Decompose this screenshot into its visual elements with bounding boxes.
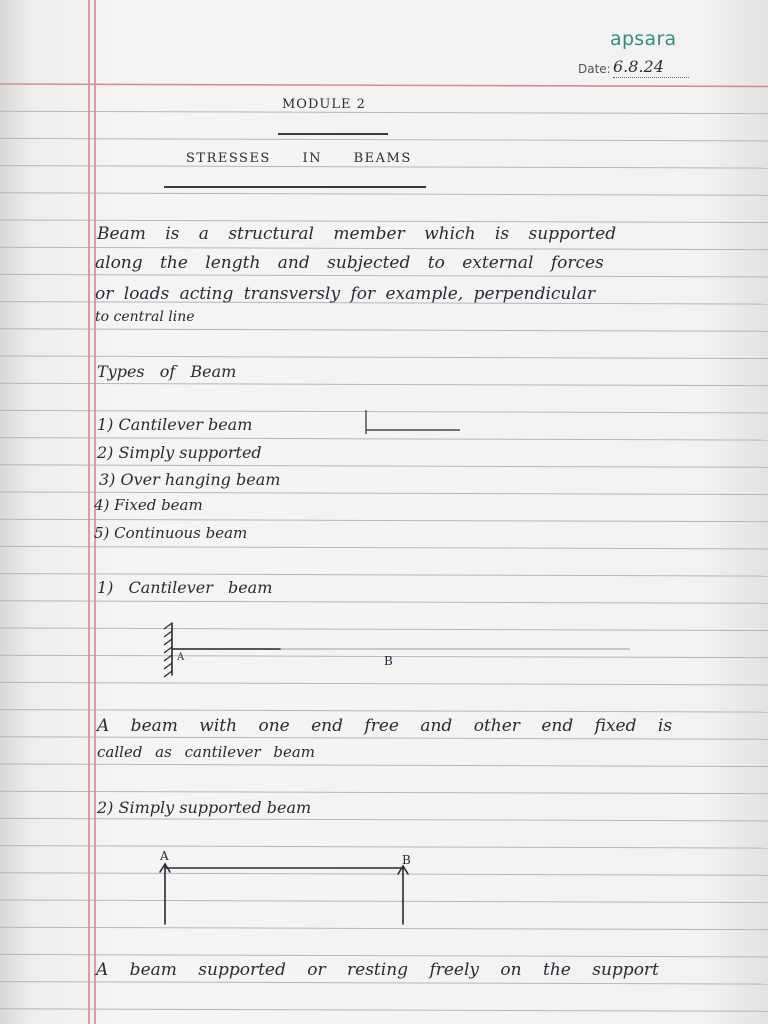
- ruled-line: [0, 764, 768, 767]
- header-rule: [0, 84, 768, 87]
- ruled-line: [0, 574, 768, 577]
- type-item-1: 1) Cantilever beam: [97, 415, 253, 434]
- date-label: Date:: [578, 62, 611, 76]
- cantilever-mini-sketch: [362, 408, 462, 438]
- type-item-3: 3) Over hanging beam: [99, 470, 281, 489]
- cantilever-label-b: B: [384, 654, 393, 668]
- ruled-line: [0, 274, 768, 277]
- simply-supported-label-a: A: [160, 849, 169, 863]
- cantilever-label-a: A: [177, 652, 185, 663]
- ruled-line: [0, 954, 768, 957]
- cantilever-definition-line-1: A beam with one end free and other end fixed is: [97, 716, 673, 736]
- ruled-line: [0, 791, 768, 794]
- simply-supported-definition-line-1: A beam supported or resting freely on the support: [96, 960, 659, 980]
- ruled-line: [0, 519, 768, 522]
- definition-line-4: to central line: [95, 309, 195, 325]
- ruled-line: [0, 111, 768, 114]
- type-item-2: 2) Simply supported: [97, 443, 262, 462]
- ruled-line: [0, 818, 768, 821]
- simply-supported-heading: 2) Simply supported beam: [97, 798, 312, 817]
- module-title: MODULE 2: [282, 97, 366, 112]
- ruled-line: [0, 138, 768, 141]
- ruled-line: [0, 465, 768, 468]
- ruled-line: [0, 329, 768, 332]
- brand-logo: apsara: [610, 28, 677, 50]
- ruled-line: [0, 1009, 768, 1012]
- date-value: 6.8.24: [613, 57, 689, 78]
- section-title-underline: [164, 186, 426, 188]
- ruled-line: [0, 982, 768, 985]
- ruled-line: [0, 546, 768, 549]
- cantilever-definition-line-2: called as cantilever beam: [97, 743, 316, 761]
- ruled-line: [0, 220, 768, 223]
- type-item-4: 4) Fixed beam: [94, 496, 203, 514]
- section-title: STRESSES IN BEAMS: [186, 151, 412, 166]
- ruled-line: [0, 601, 768, 604]
- cantilever-heading: 1) Cantilever beam: [97, 578, 273, 597]
- ruled-line: [0, 846, 768, 849]
- ruled-line: [0, 193, 768, 196]
- ruled-line: [0, 383, 768, 386]
- definition-line-1: Beam is a structural member which is supported: [97, 224, 617, 244]
- types-heading: Types of Beam: [97, 362, 237, 381]
- module-title-underline: [278, 133, 388, 135]
- definition-line-3: or loads acting transversly for example, perpendicular: [95, 284, 596, 304]
- ruled-line: [0, 356, 768, 359]
- ruled-line: [0, 247, 768, 250]
- margin-line-left: [88, 0, 90, 1024]
- ruled-line: [0, 710, 768, 713]
- cantilever-diagram: [150, 615, 630, 685]
- ruled-line: [0, 737, 768, 740]
- simply-supported-diagram: [150, 858, 420, 928]
- type-item-5: 5) Continuous beam: [94, 524, 248, 542]
- definition-line-2: along the length and subjected to external forces: [95, 253, 604, 273]
- ruled-line: [0, 492, 768, 495]
- simply-supported-label-b: B: [402, 853, 411, 867]
